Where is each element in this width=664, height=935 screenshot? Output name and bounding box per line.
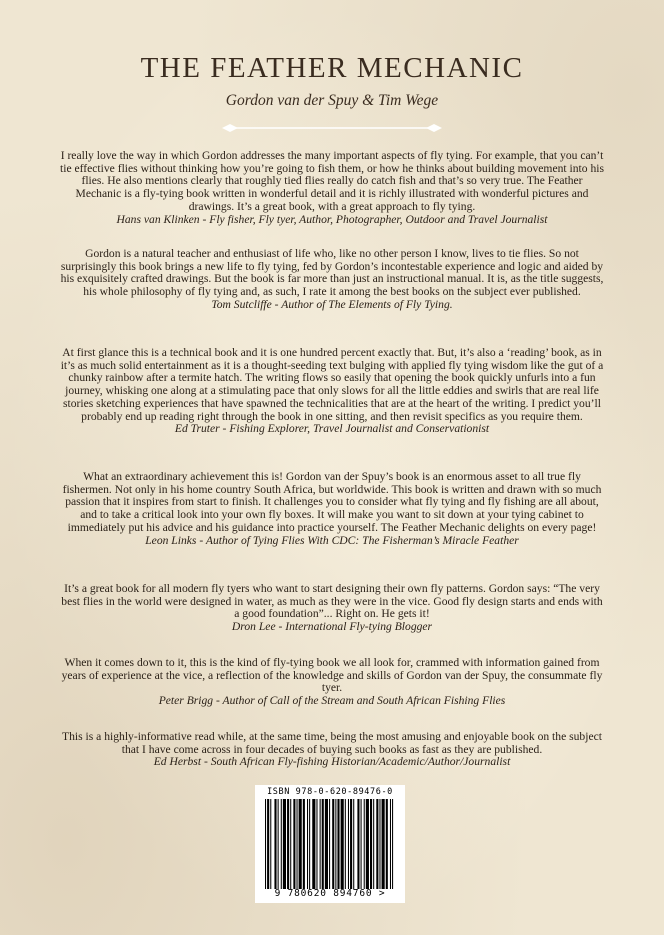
review-3 xyxy=(60,347,604,436)
review-citation: Tom Sutcliffe - Author of The Elements of Fly Tying. xyxy=(211,297,453,311)
book-title: THE FEATHER MECHANIC xyxy=(140,52,524,84)
review-text: At first glance this is a technical book and it is one hundred percent exactly that. But, it’s also a ‘reading’ book, as in it’s as much solid entertainment as it is a thought-seeding text bulging with applied fly tying wisdom like the gut of a chunky rainbow after a termite hatch. The writing flows so easily that opening the book quickly unfurls into a fun journey, whisking one along at a stimulating pace that only slows for all the little eddies and swirls that are real life stories sketching experiences that have spawned the technicalities that are at the heart of the writing. I predict you’ll probably end up reading right through the book in one sitting, and then revisit specifics as you require them. xyxy=(60,346,604,423)
review-text: I really love the way in which Gordon addresses the many important aspects of fly tying. For example, that you can’t tie effective flies without thinking how you’re going to fish them, or how he thinks about building movement into his flies. He also mentions clearly that roughly tied flies really do catch fish and that’s so very true. The Feather Mechanic is a fly-tying book written in wonderful detail and it is richly illustrated with wonderful pictures and drawings. It’s a great book, with a great approach to fly tying. xyxy=(60,149,604,213)
review-citation: Peter Brigg - Author of Call of the Stream and South African Fishing Flies xyxy=(158,694,506,708)
review-citation: Leon Links - Author of Tying Flies With CDC: The Fisherman’s Miracle Feather xyxy=(145,533,519,547)
review-citation: Hans van Klinken - Fly fisher, Fly tyer, Author, Photographer, Outdoor and Travel Journalist xyxy=(116,212,548,226)
isbn-barcode xyxy=(255,785,405,903)
review-text: When it comes down to it, this is the kind of fly-tying book we all look for, crammed with information gained from years of experience at the vice, a reflection of the knowledge and skills of Gordon van der Spuy, the consummate fly tyer. xyxy=(61,656,603,695)
review-text: This is a highly-informative read while, at the same time, being the most amusing and enjoyable book on the subject that I have come across in four decades of buying such books as fast as they are published. xyxy=(62,730,602,756)
review-citation: Ed Herbst - South African Fly-fishing Historian/Academic/Author/Journalist xyxy=(153,755,511,769)
isbn-label: ISBN 978-0-620-89476-0 xyxy=(267,787,393,797)
review-5 xyxy=(60,583,604,634)
review-2 xyxy=(60,248,604,312)
review-text: It’s a great book for all modern fly tyers who want to start designing their own fly patterns. Gordon says: “The very best flies in the world were designed in water, as much as they were in the vice. Good fly design starts and ends with a good foundation”... Right on. He gets it! xyxy=(61,582,603,621)
ornament-divider-icon xyxy=(222,122,442,134)
review-citation: Ed Truter - Fishing Explorer, Travel Journalist and Conservationist xyxy=(174,422,490,436)
review-4 xyxy=(60,471,604,547)
barcode-digits: 9 780620 894760 > xyxy=(274,888,386,899)
review-7 xyxy=(60,731,604,769)
review-citation: Dron Lee - International Fly-tying Blogger xyxy=(231,620,433,634)
book-authors: Gordon van der Spuy & Tim Wege xyxy=(225,92,439,109)
review-text: Gordon is a natural teacher and enthusiast of life who, like no other person I know, lives to tie flies. So not surprisingly this book brings a new life to fly tying, fed by Gordon’s incontestable experience and logic and aided by his exquisitely crafted drawings. But the book is far more than just an instructional manual. It is, as the title suggests, his whole philosophy of fly tying and, as such, I rate it among the best books on the subject ever published. xyxy=(60,247,604,299)
review-6 xyxy=(60,657,604,708)
review-1 xyxy=(60,150,604,226)
barcode-bars-icon xyxy=(263,799,397,889)
review-text: What an extraordinary achievement this is! Gordon van der Spuy’s book is an enormous asset to all true fly fishermen. Not only in his home country South Africa, but worldwide. This book is written and drawn with so much passion that it inspires from start to finish. It challenges you to consider what fly tying and fly fishing are all about, and to take a critical look into your own fly boxes. It will make you want to sit down at your tying cabinet to immediately put his advice and his guidance into practice yourself. The Feather Mechanic delights on every page! xyxy=(62,470,602,534)
